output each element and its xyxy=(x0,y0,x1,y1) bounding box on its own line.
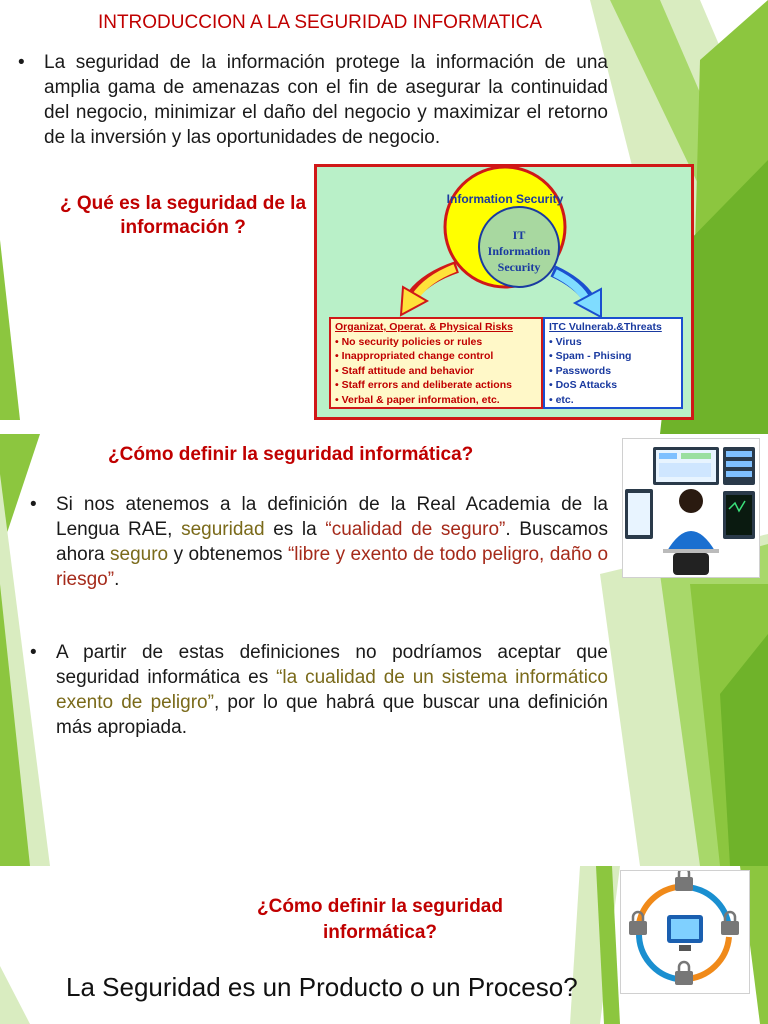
rae-text: es la xyxy=(264,519,326,540)
slide-title: INTRODUCCION A LA SEGURIDAD INFORMATICA xyxy=(97,12,543,33)
inner-circle-line3: Security xyxy=(497,260,541,274)
operator-at-screens-icon xyxy=(623,439,759,577)
inner-circle-line2: Information xyxy=(487,244,551,258)
rae-text: . Buscamos ahora xyxy=(56,519,608,565)
locked-computer-cycle-icon xyxy=(621,871,749,993)
question-3: ¿Cómo definir la seguridad informática? xyxy=(257,896,503,943)
organizational-risks-box xyxy=(329,317,543,409)
quote-cualidad: “cualidad de seguro” xyxy=(325,519,506,540)
slide-1 xyxy=(0,0,768,434)
risk-item: • Verbal & paper information, etc. xyxy=(335,393,500,406)
quote-libre: “libre y exento de todo peligro, daño o riesgo” xyxy=(56,544,609,590)
threat-item: • DoS Attacks xyxy=(549,379,618,391)
threat-item: • Spam - Phising xyxy=(549,350,632,362)
right-box-title: ITC Vulnerab.&Threats xyxy=(549,321,662,333)
quote-sistema: “la cualidad de un sistema informático exento de peligro” xyxy=(56,667,609,713)
risk-item: • Staff errors and deliberate actions xyxy=(335,379,512,391)
bullet-dot: • xyxy=(30,642,37,663)
risk-item: • Inappropriated change control xyxy=(335,350,494,362)
risk-item: • No security policies or rules xyxy=(335,335,483,348)
bullet-dot: • xyxy=(18,52,25,73)
security-diagram xyxy=(314,164,694,420)
monitoring-illustration xyxy=(622,438,760,578)
threat-item: • Virus xyxy=(549,335,582,348)
definition-text: A partir de estas definiciones no podríamos aceptar que seguridad informática es xyxy=(56,642,608,688)
risk-item: • Staff attitude and behavior xyxy=(335,364,475,377)
intro-text: La seguridad de la información protege la información de una amplia gama de amenazas con el fin de asegurar la continuidad del negocio, minimizar el daño del negocio y maximizar el retorno de la inversión y las oportunidades de negocio. xyxy=(44,52,608,148)
question-2: ¿Cómo definir la seguridad informática? xyxy=(108,444,474,465)
intro-bullet xyxy=(18,50,608,150)
product-or-process-statement: La Seguridad es un Producto o un Proceso? xyxy=(66,972,578,1002)
inner-circle-line1: IT xyxy=(512,228,526,242)
bullet-dot: • xyxy=(30,494,37,515)
definition-bullet xyxy=(30,640,609,740)
rae-text: y obtenemos xyxy=(168,544,288,565)
itc-threats-box xyxy=(543,317,683,409)
threat-item: • etc. xyxy=(549,393,574,406)
rae-text: . xyxy=(114,569,120,590)
slide-3 xyxy=(0,866,768,1024)
threat-item: • Passwords xyxy=(549,364,612,377)
definition-text: , por lo que habrá que buscar una definición más apropiada. xyxy=(56,692,608,738)
rae-bullet xyxy=(30,492,609,592)
term-seguro: seguro xyxy=(110,544,169,565)
question-1: ¿ Qué es la seguridad de la información ? xyxy=(59,193,307,238)
slide-2 xyxy=(0,434,768,866)
left-box-title: Organizat, Operat. & Physical Risks xyxy=(335,321,513,333)
security-cycle-illustration xyxy=(620,870,750,994)
rae-text: Si nos atenemos a la definición de la Real Academia de la Lengua RAE, xyxy=(56,494,608,540)
outer-circle-label: Information Security xyxy=(446,192,564,206)
term-seguridad: seguridad xyxy=(181,519,265,540)
